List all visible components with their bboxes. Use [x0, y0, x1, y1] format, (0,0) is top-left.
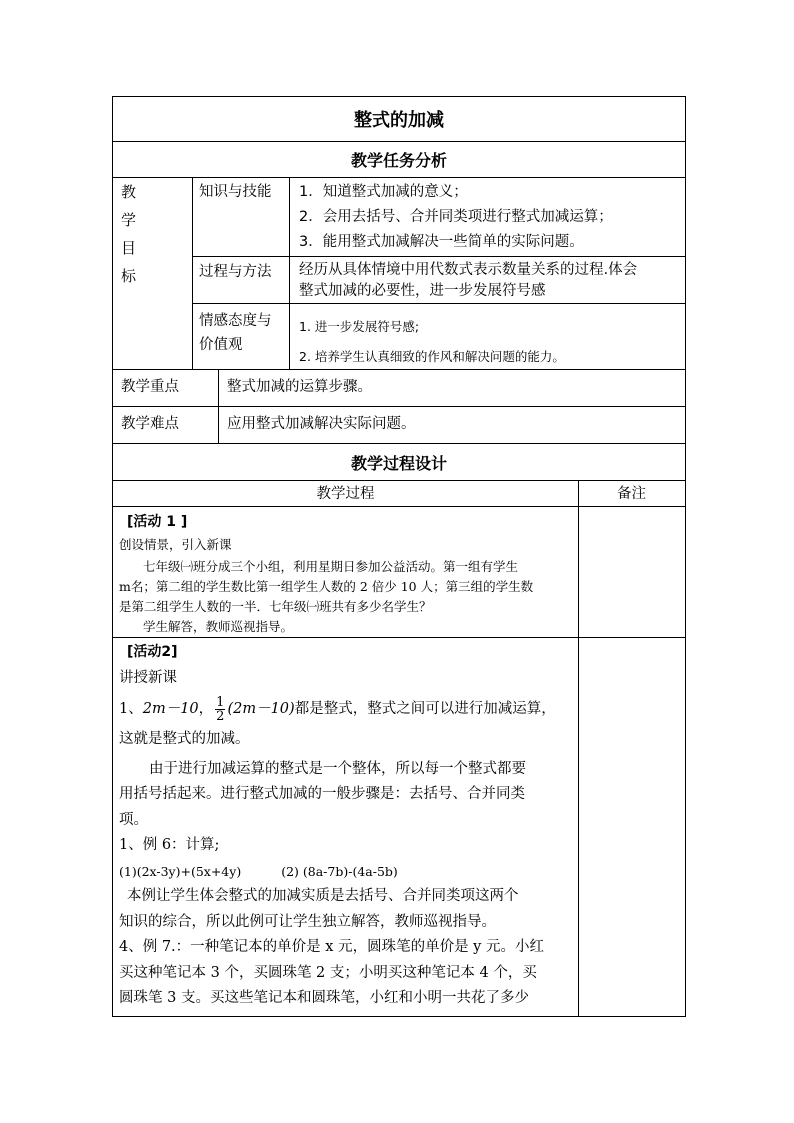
example6-exprs: (1)(2x-3y)+(5x+4y) (2) (8a-7b)-(4a-5b) — [119, 863, 398, 879]
knowledge-items: 1．知道整式加减的意义； 2．会用去括号、合并同类项进行整式加减运算； 3．能用整式加减解决一些简单的实际问题。 — [299, 184, 613, 250]
example6-title: 1、例 6：计算; — [119, 837, 220, 853]
section-task-header: 教学任务分析 — [113, 142, 685, 178]
difficulty-value: 应用整式加减解决实际问题。 — [227, 416, 416, 432]
section-process-header: 教学过程设计 — [113, 444, 685, 481]
key-point-label: 教学重点 — [121, 379, 179, 395]
activity1-title: [活动 1 ] — [127, 514, 188, 530]
difficulty-label: 教学难点 — [121, 416, 179, 432]
activity2-item1: 1、2m－10， $\frac{1}{2}$ (2m－10)都是整式，整式之间可以进行加减运算， — [119, 694, 556, 724]
activity1-row — [113, 507, 685, 638]
difficulty-row — [113, 407, 685, 444]
goals-label: 教 学 目 标 — [121, 183, 137, 285]
process-label: 过程与方法 — [199, 264, 272, 280]
activity2-row — [113, 638, 685, 1016]
process-column-header — [113, 481, 685, 507]
activity2-subtitle: 讲授新课 — [119, 669, 177, 686]
knowledge-label: 知识与技能 — [199, 184, 272, 200]
key-point-value: 整式加减的运算步骤。 — [227, 379, 372, 395]
key-point-row — [113, 370, 685, 407]
process-col-title: 教学过程 — [316, 486, 375, 502]
remarks-col-title: 备注 — [617, 486, 646, 502]
lesson-title: 整式的加减 — [113, 97, 685, 142]
emotion-items: 1. 进一步发展符号感; 2. 培养学生认真细致的作风和解决问题的能力。 — [299, 319, 565, 364]
fraction: $\frac{1}{2}$ — [216, 694, 225, 724]
activity1-subtitle: 创设情景，引入新课 — [119, 537, 232, 552]
activity1-content: [活动 1 ] 创设情景，引入新课 七年级㈠班分成三个小组，利用星期日参加公益活动。第一组有学生 m名；第二组的学生数比第一组学生人数的 2 倍少 10 人；第三组的学生数 是第二组学生人数的一半．七年级㈠班共有多少名学生？ 学生解答，教师巡视指导。 — [119, 511, 574, 637]
emotion-label: 情感态度与 价值观 — [199, 313, 272, 353]
process-text: 经历从具体情境中用代数式表示数量关系的过程.体会 整式加减的必要性，进一步发展符号感 — [299, 262, 638, 299]
lesson-plan-table — [112, 96, 686, 1017]
activity2-title: [活动2] — [127, 644, 178, 660]
example7-line1: 4、例 7.：一种笔记本的单价是 x 元，圆珠笔的单价是 y 元。小红 — [119, 939, 544, 955]
goals-block — [113, 178, 685, 370]
activity2-content: [活动2] 讲授新课 1、2m－10， $\frac{1}{2}$ (2m－10)都是整式，整式之间可以进行加减运算， 这就是整式的加减。 由于进行加减运算的整式是一个整体，所以每一个整式都要 用括号括起来。进行整式加减的一般步骤是：去括号、合并同类 项。 1、例 6：计算; (1)(2x-3y)+(5x+4y) (2) (8a-7b)-(4a-5b) 本例让学生体会整式的加减实质是去括号、合并同类项这两个 知识的综合，所以此例可让学生独立解答，教师巡视指导。 4、例 7.：一种笔记本的单价是 x 元，圆珠笔的单价是 y 元。小红 买这种笔记本 3 个，买圆珠笔 2 支；小明买这种笔记本 4 个，买 圆珠笔 3 支。买这些笔记本和圆珠笔，小红和小明一共花了多少 — [119, 640, 574, 1012]
